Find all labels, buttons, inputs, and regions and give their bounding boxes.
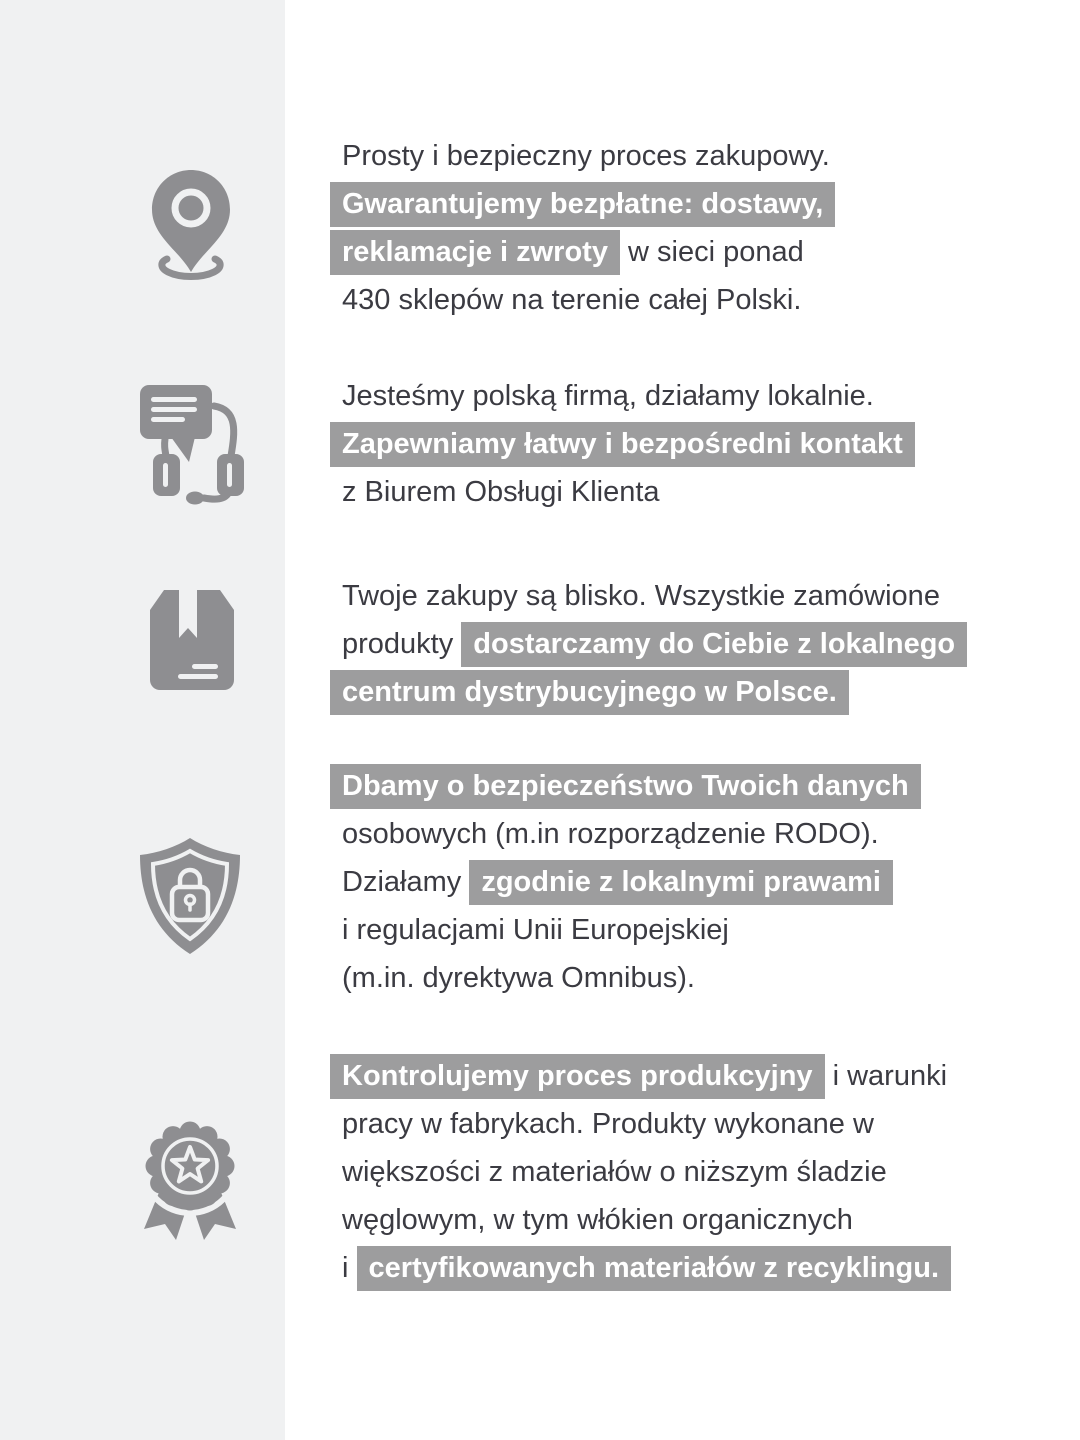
text-line bbox=[330, 420, 915, 468]
text-segment: pracy w fabrykach. Produkty wykonane w bbox=[342, 1107, 874, 1140]
text-segment: 430 sklepów na terenie całej Polski. bbox=[342, 283, 802, 316]
text-line bbox=[330, 1052, 951, 1100]
text-line bbox=[330, 858, 921, 906]
text-segment: Prosty i bezpieczny proces zakupowy. bbox=[342, 139, 830, 172]
text-line bbox=[330, 1100, 951, 1148]
text-line bbox=[330, 1148, 951, 1196]
text-segment: większości z materiałów o niższym śladzie bbox=[342, 1155, 887, 1188]
highlighted-text: centrum dystrybucyjnego w Polsce. bbox=[330, 670, 849, 715]
highlighted-text: zgodnie z lokalnymi prawami bbox=[469, 860, 893, 905]
text-line bbox=[330, 180, 835, 228]
text-segment: i warunki bbox=[824, 1059, 948, 1092]
benefit-data-security bbox=[330, 762, 921, 1002]
text-segment: Jesteśmy polską firmą, działamy lokalnie. bbox=[342, 379, 874, 412]
text-segment: i regulacjami Unii Europejskiej bbox=[342, 913, 729, 946]
highlighted-text: reklamacje i zwroty bbox=[330, 230, 620, 275]
award-badge-icon bbox=[132, 1114, 248, 1249]
location-pin-icon bbox=[148, 168, 234, 295]
highlighted-text: Gwarantujemy bezpłatne: dostawy, bbox=[330, 182, 835, 227]
highlighted-text: dostarczamy do Ciebie z lokalnego bbox=[461, 622, 967, 667]
text-line bbox=[330, 762, 921, 810]
benefit-production-control bbox=[330, 1052, 951, 1292]
text-line bbox=[330, 372, 915, 420]
text-line bbox=[330, 954, 921, 1002]
text-segment: Działamy bbox=[342, 865, 470, 898]
benefit-shopping-process bbox=[330, 132, 835, 324]
text-segment: w sieci ponad bbox=[619, 235, 804, 268]
text-line bbox=[330, 1244, 951, 1292]
highlighted-text: Dbamy o bezpieczeństwo Twoich danych bbox=[330, 764, 921, 809]
text-line bbox=[330, 810, 921, 858]
highlighted-text: certyfikowanych materiałów z recyklingu. bbox=[357, 1246, 952, 1291]
text-line bbox=[330, 276, 835, 324]
text-segment: Twoje zakupy są blisko. Wszystkie zamówione bbox=[342, 579, 940, 612]
text-line bbox=[330, 620, 967, 668]
benefit-local-contact bbox=[330, 372, 915, 516]
benefit-local-distribution bbox=[330, 572, 967, 716]
package-icon bbox=[148, 588, 236, 697]
headset-chat-icon bbox=[135, 380, 247, 513]
text-line bbox=[330, 572, 967, 620]
text-line bbox=[330, 132, 835, 180]
shield-lock-icon bbox=[136, 836, 244, 961]
text-segment: (m.in. dyrektywa Omnibus). bbox=[342, 961, 695, 994]
text-segment: węglowym, w tym włókien organicznych bbox=[342, 1203, 853, 1236]
highlighted-text: Zapewniamy łatwy i bezpośredni kontakt bbox=[330, 422, 915, 467]
text-line bbox=[330, 1196, 951, 1244]
text-segment: produkty bbox=[342, 627, 462, 660]
text-segment: osobowych (m.in rozporządzenie RODO). bbox=[342, 817, 879, 850]
text-line bbox=[330, 668, 967, 716]
text-line bbox=[330, 228, 835, 276]
text-line bbox=[330, 906, 921, 954]
text-segment: z Biurem Obsługi Klienta bbox=[342, 475, 660, 508]
text-line bbox=[330, 468, 915, 516]
highlighted-text: Kontrolujemy proces produkcyjny bbox=[330, 1054, 825, 1099]
text-segment: i bbox=[342, 1251, 357, 1284]
